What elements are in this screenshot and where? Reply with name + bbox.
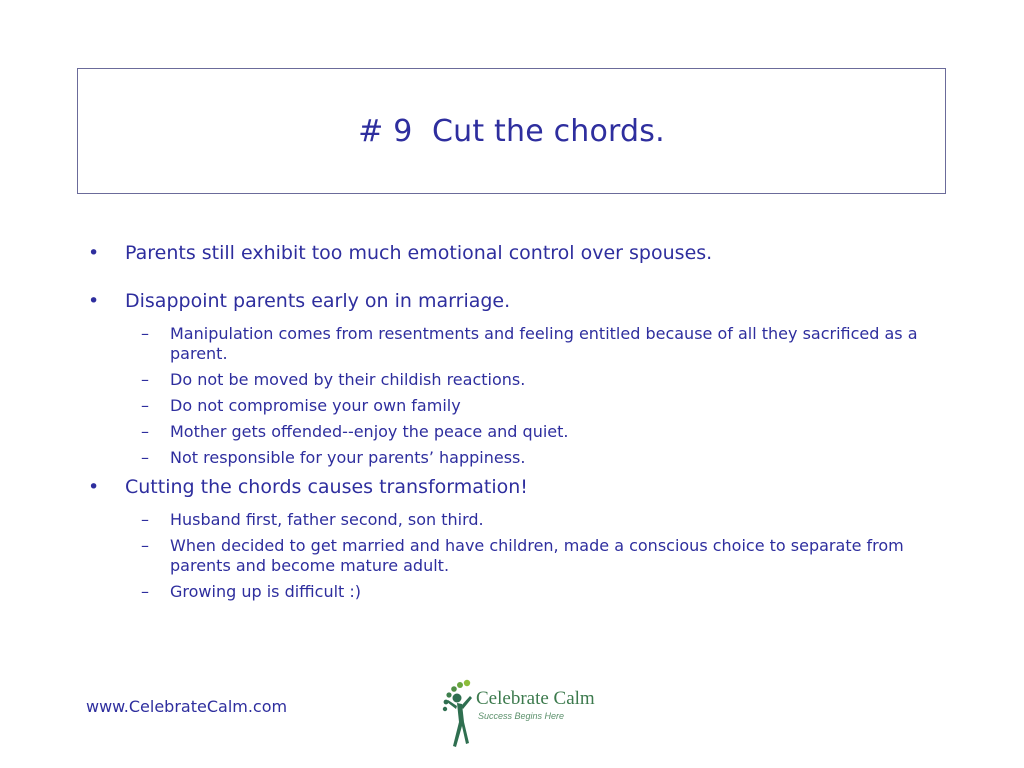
sub-list — [86, 324, 956, 468]
sub-item — [139, 536, 956, 576]
sub-text: Not responsible for your parents’ happiness. — [170, 448, 526, 467]
figure-icon — [436, 676, 480, 750]
bullet-item — [86, 240, 956, 266]
logo-tagline: Success Begins Here — [478, 711, 565, 721]
sub-text: Mother gets offended--enjoy the peace and quiet. — [170, 422, 569, 441]
sub-mark: – — [141, 582, 149, 601]
sub-text: Growing up is difficult :) — [170, 582, 362, 601]
bullet-item — [86, 474, 956, 500]
footer-url-link[interactable]: www.CelebrateCalm.com — [86, 697, 288, 716]
sub-item — [139, 510, 956, 530]
sub-text: Manipulation comes from resentments and feeling entitled because of all they sacrificed as a parent. — [170, 324, 918, 363]
slide-content — [86, 240, 956, 608]
sub-item — [139, 582, 956, 602]
sub-text: Do not compromise your own family — [170, 396, 461, 415]
sub-mark: – — [141, 396, 149, 415]
slide-title: # 9 Cut the chords. — [358, 113, 665, 149]
sub-mark: – — [141, 324, 149, 343]
celebrate-calm-logo — [436, 676, 596, 750]
logo-name: Celebrate Calm — [476, 688, 595, 709]
sub-item — [139, 396, 956, 416]
bullet-text: Disappoint parents early on in marriage. — [125, 290, 511, 312]
sub-mark: – — [141, 510, 149, 529]
bullet-mark: • — [88, 242, 100, 264]
sub-text: Do not be moved by their childish reactions. — [170, 370, 526, 389]
sub-item — [139, 422, 956, 442]
sub-mark: – — [141, 370, 149, 389]
sub-list — [86, 510, 956, 602]
sub-mark: – — [141, 448, 149, 467]
sub-item — [139, 448, 956, 468]
sub-text: Husband first, father second, son third. — [170, 510, 484, 529]
bullet-text: Cutting the chords causes transformation! — [125, 476, 528, 498]
sub-text: When decided to get married and have children, made a conscious choice to separate from parents and become mature adult. — [170, 536, 904, 575]
title-box — [77, 68, 946, 194]
sub-mark: – — [141, 536, 149, 555]
sub-item — [139, 370, 956, 390]
bullet-mark: • — [88, 476, 100, 498]
bullet-mark: • — [88, 290, 100, 312]
sub-mark: – — [141, 422, 149, 441]
bullet-item — [86, 288, 956, 314]
sub-item — [139, 324, 956, 364]
bullet-text: Parents still exhibit too much emotional control over spouses. — [125, 242, 713, 264]
